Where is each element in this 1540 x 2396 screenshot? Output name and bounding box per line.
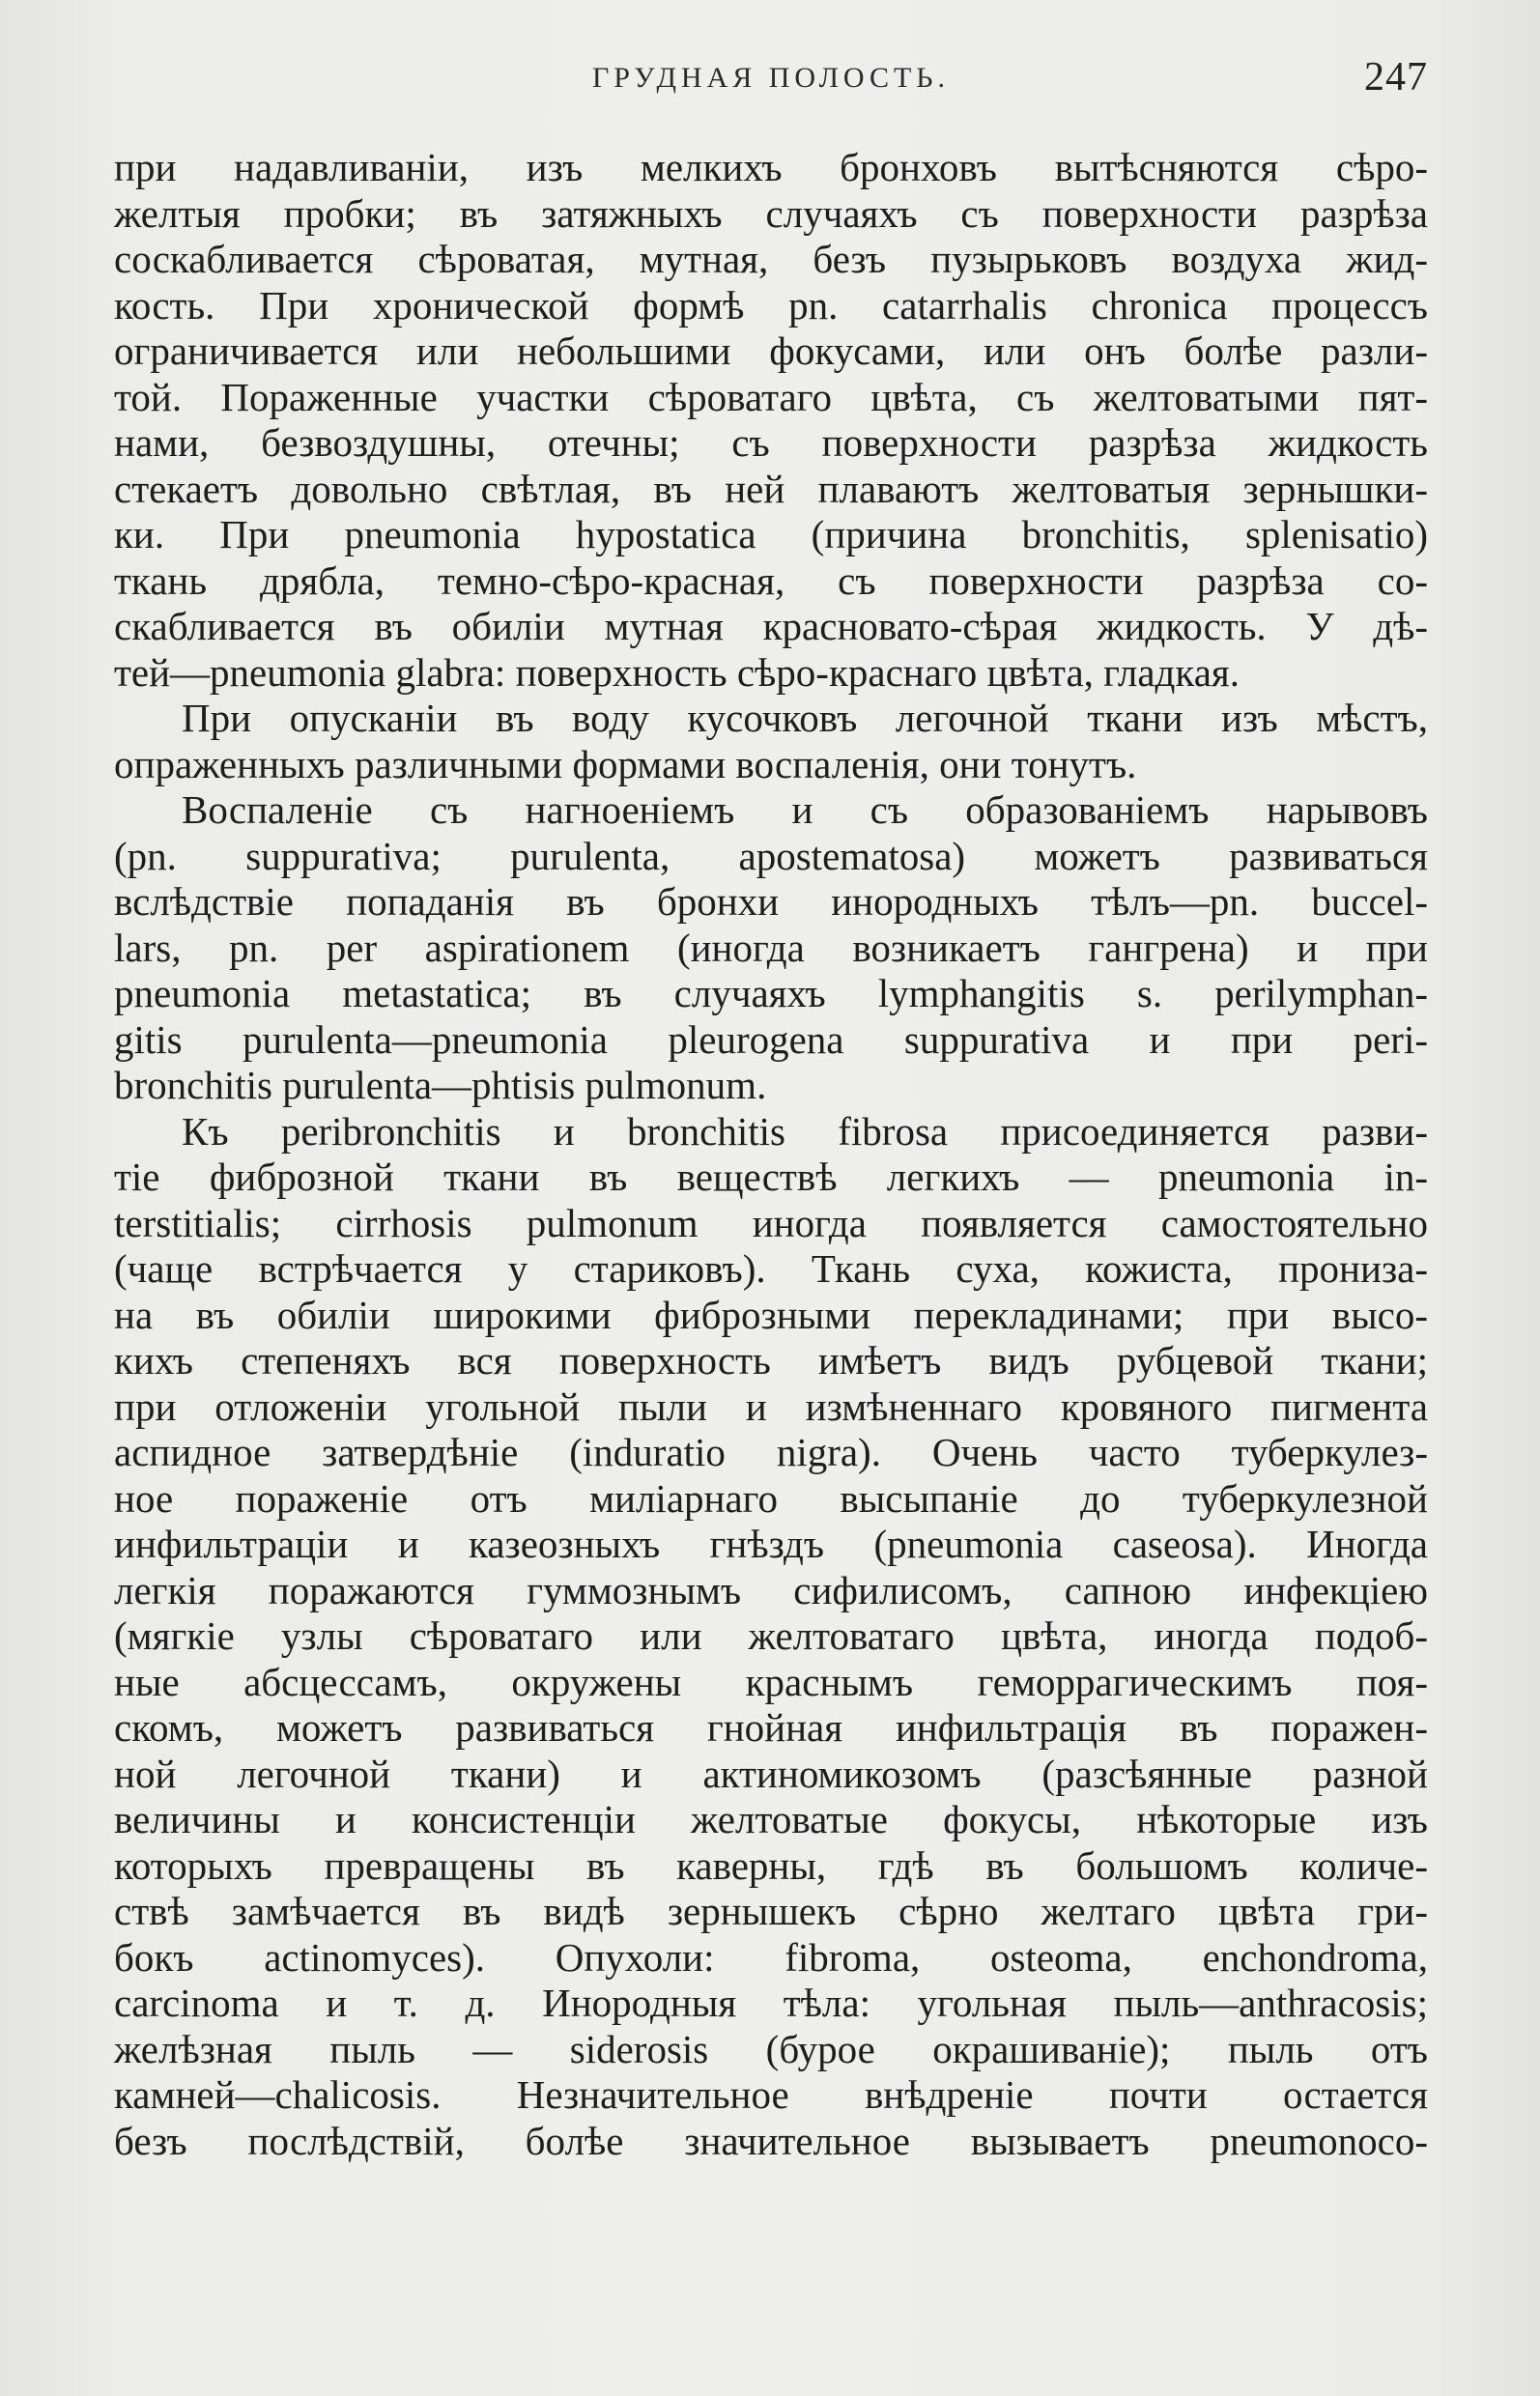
text-line: камней—chalicosis. Незначительное внѣдренiе почти остается (114, 2072, 1428, 2117)
text-line: ные абсцессамъ, окружены краснымъ геморрагическимъ поя- (114, 1659, 1428, 1704)
paragraph-1 (114, 145, 1428, 696)
text-line: ограничивается или небольшими фокусами, или онъ болѣе разли- (114, 328, 1428, 373)
text-line: При опусканiи въ воду кусочковъ легочной ткани изъ мѣстъ, (182, 696, 1428, 740)
text-line: pneumonia metastatica; въ случаяхъ lymphangitis s. perilymphan- (114, 971, 1428, 1015)
paragraph-4 (114, 1109, 1428, 2165)
text-line: бокъ actinomyces). Опухоли: fibroma, osteoma, enchondroma, (114, 1934, 1428, 1980)
text-line: Воспаленiе съ нагноенiемъ и съ образованiемъ нарывовъ (182, 787, 1428, 832)
text-line: стекаетъ довольно свѣтлая, въ ней плаваютъ желтоватыя зернышки- (114, 466, 1428, 511)
text-line: на въ обилiи широкими фиброзными перекладинами; при высо- (114, 1292, 1428, 1337)
text-line: опраженныхъ различными формами воспаленiя, они тонутъ. (114, 741, 1137, 786)
text-line: при надавливанiи, изъ мелкихъ бронховъ вытѣсняются сѣро- (114, 145, 1428, 189)
text-line: скомъ, можетъ развиваться гнойная инфильтрацiя въ поражен- (114, 1705, 1428, 1750)
paragraph-3 (114, 787, 1428, 1109)
text-line: инфильтрацiи и казеозныхъ гнѣздъ (pneumonia caseosa). Иногда (114, 1522, 1428, 1566)
text-line: ное пораженiе отъ милiарнаго высыпанiе до туберкулезной (114, 1475, 1428, 1521)
text-line: (чаще встрѣчается у стариковъ). Ткань суха, кожиста, прониза- (114, 1246, 1428, 1291)
text-line: ки. При pneumonia hypostatica (причина bronchitis, splenisatio) (114, 512, 1428, 556)
text-line: величины и консистенцiи желтоватые фокусы, нѣкоторые изъ (114, 1797, 1428, 1841)
text-line: lars, pn. per aspirationem (иногда возникаетъ гангрена) и при (114, 925, 1428, 970)
text-line: соскабливается сѣроватая, мутная, безъ пузырьковъ воздуха жид- (114, 237, 1428, 281)
text-line: тiе фиброзной ткани въ веществѣ легкихъ — pneumonia in- (114, 1155, 1428, 1199)
text-line: Къ peribronchitis и bronchitis fibrosa присоединяется разви- (182, 1108, 1428, 1154)
text-line: которыхъ превращены въ каверны, гдѣ въ большомъ количе- (114, 1842, 1428, 1888)
text-line: gitis purulenta—pneumonia pleurogena suppurativa и при peri- (114, 1016, 1428, 1062)
running-head: ГРУДНАЯ ПОЛОСТЬ. (591, 62, 951, 94)
text-line: вслѣдствiе попаданiя въ бронхи инородныхъ тѣлъ—pn. buccel- (114, 879, 1428, 924)
text-line: ткань дрябла, темно-сѣро-красная, съ поверхности разрѣза со- (114, 557, 1428, 603)
text-line: carcinoma и т. д. Инородныя тѣла: угольная пыль—anthracosis; (114, 1981, 1428, 2025)
text-line: terstitialis; cirrhosis pulmonum иногда появляется самостоятельно (114, 1200, 1428, 1245)
text-line: легкiя поражаются гуммознымъ сифилисомъ, сапною инфекцiею (114, 1567, 1428, 1612)
text-line: кость. При хронической формѣ pn. catarrhalis chronica процессъ (114, 282, 1428, 328)
text-line: нами, безвоздушны, отечны; съ поверхности разрѣза жидкость (114, 420, 1428, 465)
text-line: ствѣ замѣчается въ видѣ зернышекъ сѣрно желтаго цвѣта гри- (114, 1889, 1428, 1933)
page-number: 247 (1364, 55, 1428, 100)
text-line: той. Пораженные участки сѣроватаго цвѣта, съ желтоватыми пят- (114, 374, 1428, 419)
text-line: аспидное затвердѣнiе (induratio nigra). Очень часто туберкулез- (114, 1430, 1428, 1474)
text-line: ной легочной ткани) и актиномикозомъ (разсѣянные разной (114, 1751, 1428, 1796)
text-line: bronchitis purulenta—phtisis pulmonum. (114, 1063, 767, 1107)
text-line: желтыя пробки; въ затяжныхъ случаяхъ съ поверхности разрѣза (114, 190, 1428, 236)
body-text (114, 145, 1428, 2164)
text-line: тей—pneumonia glabra: поверхность сѣро-краснаго цвѣта, гладкая. (114, 649, 1240, 695)
text-line: при отложенiи угольной пыли и измѣненнаго кровяного пигмента (114, 1383, 1428, 1429)
text-line: скабливается въ обилiи мутная красновато-сѣрая жидкость. У дѣ- (114, 604, 1428, 648)
text-line: желѣзная пыль — siderosis (бурое окрашиванiе); пыль отъ (114, 2026, 1428, 2071)
page-header (114, 54, 1428, 112)
text-line: кихъ степеняхъ вся поверхность имѣетъ видъ рубцевой ткани; (114, 1338, 1428, 1383)
paragraph-2 (114, 696, 1428, 787)
text-line: (мягкiе узлы сѣроватаго или желтоватаго цвѣта, иногда подоб- (114, 1613, 1428, 1658)
text-line: безъ послѣдствiй, болѣе значительное вызываетъ pneumonoco- (114, 2118, 1428, 2163)
text-line: (pn. suppurativa; purulenta, apostematosa) можетъ развиваться (114, 833, 1428, 878)
